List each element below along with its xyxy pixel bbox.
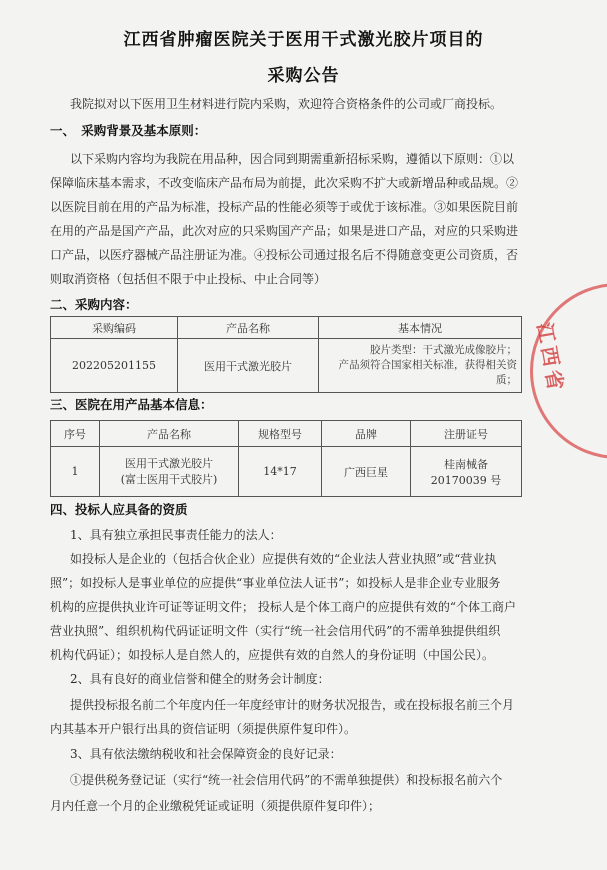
inuse-product-table <box>50 420 522 497</box>
sub2-heading: 2、具有良好的商业信誉和健全的财务会计制度： <box>70 672 330 686</box>
header-code: 采购编码 <box>51 317 178 339</box>
product-line1: 医用干式激光胶片 <box>125 456 213 470</box>
sub1-line: 机构代码证）；如投标人是自然人的，应提供有效的自然人的身份证明（中国公民）。 <box>50 648 495 662</box>
procurement-table <box>50 316 522 393</box>
sec1-line: 在用的产品是国产产品，此次对应的只采购国产产品；如果是进口产品，对应的只采购进 <box>50 224 519 238</box>
section3-heading: 三、医院在用产品基本信息： <box>50 397 213 412</box>
doc-title-line1: 江西省肿瘤医院关于医用干式激光胶片项目的 <box>123 30 484 50</box>
header-no: 序号 <box>51 421 100 447</box>
header-product: 产品名称 <box>100 421 239 447</box>
sub2-line: 内其基本开户银行出具的资信证明（须提供原件复印件）。 <box>50 722 357 736</box>
cell-info <box>319 339 522 393</box>
info-line2: 产品须符合国家相关标准，获得相关资质； <box>338 359 517 386</box>
section2-heading: 二、采购内容： <box>50 297 138 312</box>
product-line2: (富士医用干式胶片) <box>120 472 218 486</box>
cell-code: 202205201155 <box>51 339 178 393</box>
seal-text: 江西省 <box>532 320 569 396</box>
cell-brand: 广西巨星 <box>322 447 411 497</box>
header-brand: 品牌 <box>322 421 411 447</box>
sub1-line: 营业执照”、组织机构代码证证明文件（实行“统一社会信用代码”的不需单独提供组织 <box>50 624 501 638</box>
doc-title-line2: 采购公告 <box>267 66 340 86</box>
header-reg: 注册证号 <box>411 421 522 447</box>
table-header-row <box>51 317 522 339</box>
header-info: 基本情况 <box>319 317 522 339</box>
table-row <box>51 339 522 393</box>
sub1-line: 如投标人是企业的（包括合伙企业）应提供有效的“企业法人营业执照”或“营业执 <box>70 552 497 566</box>
header-product: 产品名称 <box>178 317 319 339</box>
table-header-row <box>51 421 522 447</box>
sec1-line: 口产品，以医疗器械产品注册证为准。④投标公司通过报名后不得随意变更公司资质，否 <box>50 248 519 262</box>
sub3-line: ①提供税务登记证（实行“统一社会信用代码”的不需单独提供）和投标报名前六个 <box>70 773 503 787</box>
sec1-line: 保障临床基本需求，不改变临床产品布局为前提，此次采购不扩大或新增品种或品规。② <box>50 176 519 190</box>
section1-heading: 一、 采购背景及基本原则： <box>50 123 207 138</box>
sec1-line: 则取消资格（包括但不限于中止投标、中止合同等） <box>50 272 327 286</box>
info-line1: 胶片类型：干式激光成像胶片； <box>370 344 517 356</box>
sec1-line: 以下采购内容均为我院在用品种，因合同到期需重新招标采购，遵循以下原则：①以 <box>70 152 515 166</box>
sub1-line: 照”；如投标人是事业单位的应提供“事业单位法人证书”；如投标人是非企业专业服务 <box>50 576 501 590</box>
cell-spec: 14*17 <box>239 447 322 497</box>
table-row <box>51 447 522 497</box>
sub2-line: 提供投标报名前二个年度内任一年度经审计的财务状况报告，或在投标报名前三个月 <box>70 698 515 712</box>
sub3-heading: 3、具有依法缴纳税收和社会保障资金的良好记录： <box>70 747 342 761</box>
cell-no: 1 <box>51 447 100 497</box>
sec1-line: 以医院目前在用的产品为标准，投标产品的性能必须等于或优于该标准。③如果医院目前 <box>50 200 519 214</box>
cell-product <box>100 447 239 497</box>
intro-paragraph: 我院拟对以下医用卫生材料进行院内采购，欢迎符合资格条件的公司或厂商投标。 <box>70 97 503 111</box>
section4-heading: 四、投标人应具备的资质 <box>50 502 188 517</box>
sub1-line: 机构的应提供执业许可证等证明文件； 投标人是个体工商户的应提供有效的“个体工商户 <box>50 600 516 614</box>
sub1-heading: 1、具有独立承担民事责任能力的法人： <box>70 528 282 542</box>
sub3-line: 月内任意一个月的企业缴税凭证或证明（须提供原件复印件）； <box>50 799 381 813</box>
cell-product: 医用干式激光胶片 <box>178 339 319 393</box>
cell-reg: 桂南械备 20170039 号 <box>411 447 522 497</box>
header-spec: 规格型号 <box>239 421 322 447</box>
